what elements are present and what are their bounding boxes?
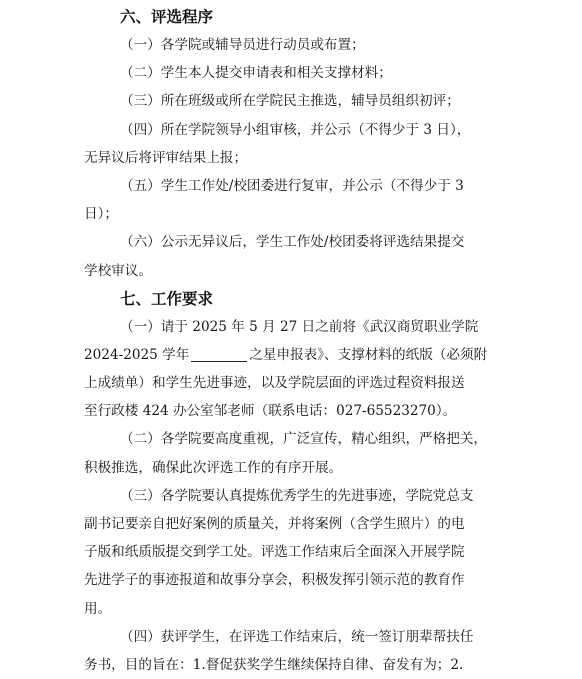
fill-in-blank xyxy=(191,347,247,362)
requirement-3-line-5: 用。 xyxy=(84,600,112,617)
requirement-1-line-1: （一）请于 2025 年 5 月 27 日之前将《武汉商贸职业学院 xyxy=(120,318,479,335)
procedure-step-1: （一）各学院或辅导员进行动员或布置； xyxy=(120,37,365,53)
requirement-1-line-2-after: 之星申报表》、支撑材料的纸版（必须附 xyxy=(249,346,488,363)
procedure-step-6-line-2: 学校审议。 xyxy=(84,262,152,279)
procedure-step-3: （三）所在班级或所在学院民主推选，辅导员组织初评； xyxy=(120,93,460,110)
section-heading-evaluation-procedure: 六、评选程序 xyxy=(120,8,214,26)
requirement-1-line-3: 上成绩单）和学生先进事迹，以及学院层面的评选过程资料报送 xyxy=(84,375,465,392)
requirement-3-line-3: 子版和纸质版提交到学工处。评选工作结束后全面深入开展学院 xyxy=(84,544,465,561)
procedure-step-5-line-1: （五）学生工作处/校团委进行复审，并公示（不得少于 3 xyxy=(120,177,464,194)
requirement-1-line-2 xyxy=(84,341,504,369)
procedure-step-5-line-2: 日）； xyxy=(84,206,118,223)
requirement-3-line-1: （三）各学院要认真提炼优秀学生的先进事迹，学院党总支 xyxy=(120,487,474,504)
requirement-3-line-4: 先进学子的事迹报道和故事分享会，积极发挥引领示范的教育作 xyxy=(84,572,465,589)
procedure-step-6-line-1: （六）公示无异议后，学生工作处/校团委将评选结果提交 xyxy=(120,234,465,251)
requirement-2-line-1: （二）各学院要高度重视，广泛宣传，精心组织，严格把关， xyxy=(120,431,488,448)
procedure-step-4-line-1: （四）所在学院领导小组审核，并公示（不得少于 3 日）， xyxy=(120,121,471,138)
procedure-step-2: （二）学生本人提交申请表和相关支撑材料； xyxy=(120,65,392,82)
requirement-3-line-2: 副书记要亲自把好案例的质量关，并将案例（含学生照片）的电 xyxy=(84,516,465,532)
requirement-2-line-2: 积极推选，确保此次评选工作的有序开展。 xyxy=(84,459,343,476)
document-body xyxy=(84,3,504,679)
section-heading-work-requirements: 七、工作要求 xyxy=(120,289,214,308)
requirement-1-line-4: 至行政楼 424 办公室邹老师（联系电话：027-65523270）。 xyxy=(84,403,457,420)
procedure-step-4-line-2: 无异议后将评审结果上报； xyxy=(84,149,248,166)
requirement-4-line-1: （四）获评学生，在评选工作结束后，统一签订朋辈帮扶任 xyxy=(120,628,474,645)
requirement-4-line-2: 务书，目的旨在：1.督促获奖学生继续保持自律、奋发有为；2. xyxy=(84,656,464,673)
requirement-1-line-2-before: 2024-2025 学年 xyxy=(84,346,190,363)
